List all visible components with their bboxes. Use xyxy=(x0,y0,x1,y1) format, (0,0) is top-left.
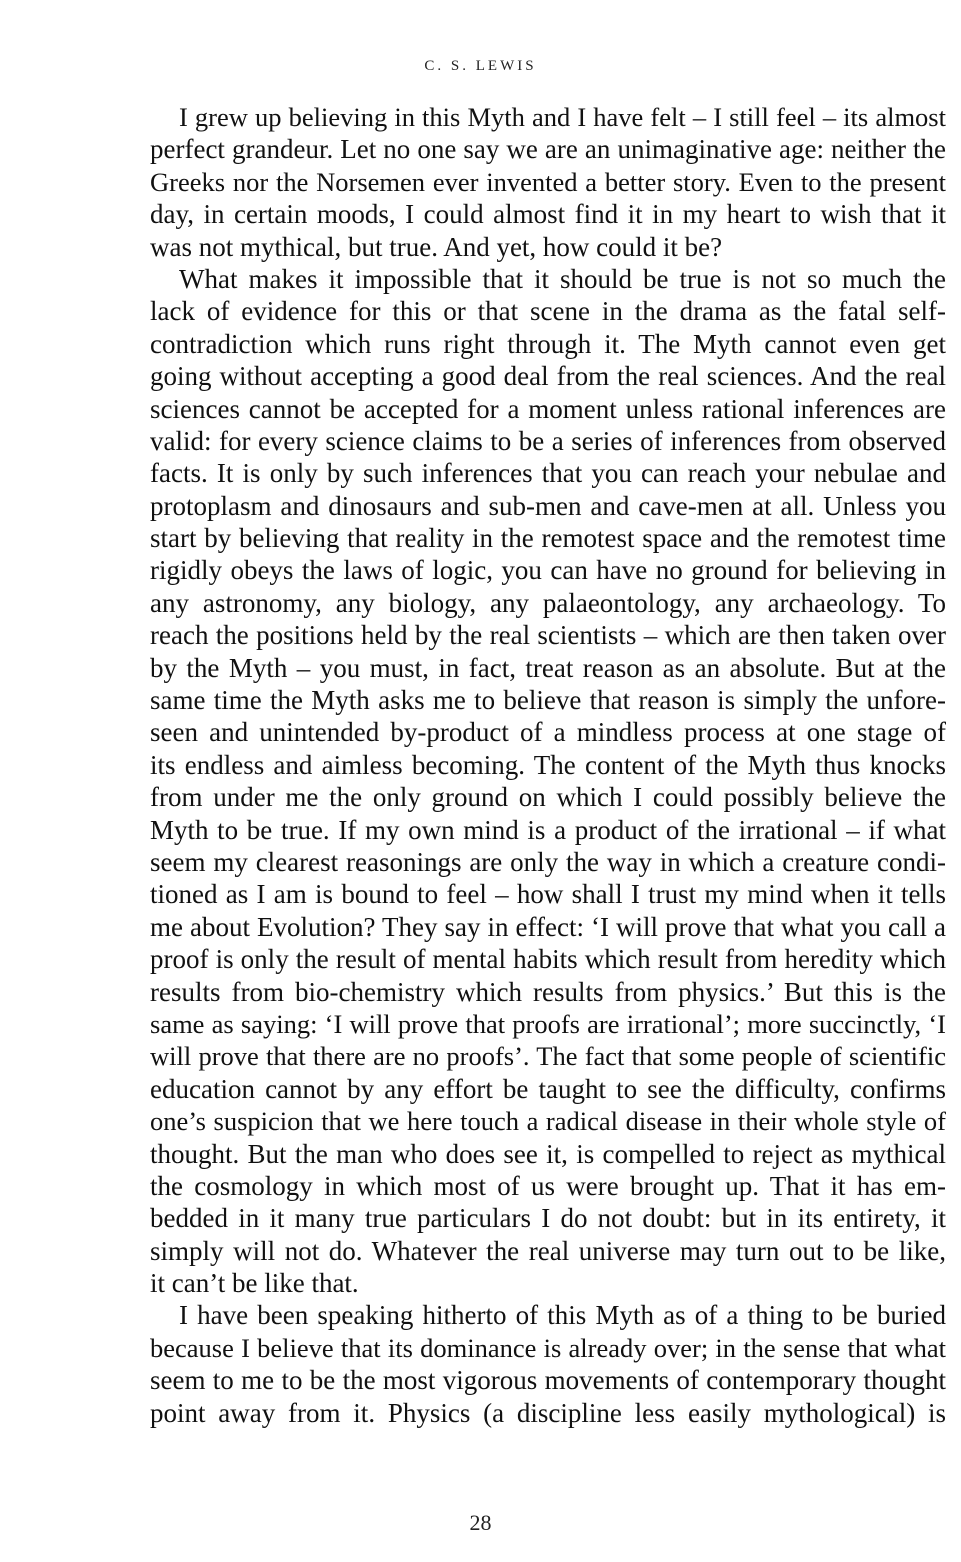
text-line: from under me the only ground on which I could possibly believe the xyxy=(150,782,946,813)
text-line: contradiction which runs right through it. The Myth cannot even get xyxy=(150,328,946,359)
paragraph xyxy=(150,1299,946,1429)
text-line: sciences cannot be accepted for a moment unless rational inferences are xyxy=(150,393,946,424)
text-line: lack of evidence for this or that scene in the drama as the fatal self- xyxy=(150,296,946,327)
body-text xyxy=(150,101,946,1429)
text-line: reach the positions held by the real scientists – which are then taken over xyxy=(150,620,946,651)
text-line: its endless and aimless becoming. The content of the Myth thus knocks xyxy=(150,749,946,780)
text-line: Greeks nor the Norsemen ever invented a better story. Even to the present xyxy=(150,166,946,197)
text-line: seem my clearest reasonings are only the way in which a creature condi- xyxy=(150,846,946,877)
text-line: proof is only the result of mental habits which result from heredity which xyxy=(150,944,946,975)
text-line: perfect grandeur. Let no one say we are an unimaginative age: neither the xyxy=(150,134,946,165)
text-line: What makes it impossible that it should be true is not so much the xyxy=(179,263,946,294)
paragraph xyxy=(150,101,946,263)
text-line: seen and unintended by-product of a mindless process at one stage of xyxy=(150,717,946,748)
text-line: one’s suspicion that we here touch a radical disease in their whole style of xyxy=(150,1106,946,1137)
text-line: it can’t be like that. xyxy=(150,1268,359,1299)
text-line: protoplasm and dinosaurs and sub-men and cave-men at all. Unless you xyxy=(150,490,946,521)
text-line: going without accepting a good deal from the real sciences. And the real xyxy=(150,361,946,392)
text-line: seem to me to be the most vigorous movements of contemporary thought xyxy=(150,1365,946,1396)
text-line: thought. But the man who does see it, is compelled to reject as mythical xyxy=(150,1138,946,1169)
text-line: same time the Myth asks me to believe that reason is simply the unfore- xyxy=(150,685,946,716)
text-line: tioned as I am is bound to feel – how shall I trust my mind when it tells xyxy=(150,879,946,910)
text-line: because I believe that its dominance is already over; in the sense that what xyxy=(150,1332,946,1363)
text-line: I have been speaking hitherto of this Myth as of a thing to be buried xyxy=(179,1300,946,1331)
text-line: the cosmology in which most of us were brought up. That it has em- xyxy=(150,1170,946,1201)
text-line: any astronomy, any biology, any palaeontology, any archaeology. To xyxy=(150,587,946,618)
text-line: I grew up believing in this Myth and I have felt – I still feel – its almost xyxy=(179,102,946,132)
text-line: bedded in it many true particulars I do not doubt: but in its entirety, it xyxy=(150,1203,946,1234)
text-line: simply will not do. Whatever the real universe may turn out to be like, xyxy=(150,1235,946,1266)
text-line: education cannot by any effort be taught to see the difficulty, confirms xyxy=(150,1073,946,1104)
text-line: will prove that there are no proofs’. The fact that some people of scientific xyxy=(150,1041,946,1072)
text-line: point away from it. Physics (a discipline less easily mythological) is xyxy=(150,1397,946,1428)
text-line: day, in certain moods, I could almost find it in my heart to wish that it xyxy=(150,199,946,230)
text-line: valid: for every science claims to be a series of inferences from observed xyxy=(150,425,946,456)
running-head: C. S. LEWIS xyxy=(424,58,537,74)
text-line: start by believing that reality in the remotest space and the remotest time xyxy=(150,523,946,554)
text-line: results from bio-chemistry which results from physics.’ But this is the xyxy=(150,976,946,1007)
text-line: rigidly obeys the laws of logic, you can have no ground for believing in xyxy=(150,555,946,586)
text-line: same as saying: ‘I will prove that proofs are irrational’; more succinctly, ‘I xyxy=(150,1008,946,1039)
text-line: by the Myth – you must, in fact, treat reason as an absolute. But at the xyxy=(150,652,946,683)
text-line: was not mythical, but true. And yet, how could it be? xyxy=(150,231,723,262)
text-line: facts. It is only by such inferences that you can reach your nebulae and xyxy=(150,458,946,489)
paragraph xyxy=(150,263,946,1300)
text-line: me about Evolution? They say in effect: ‘I will prove that what you call a xyxy=(150,911,946,942)
page-number: 28 xyxy=(469,1510,492,1535)
text-line: Myth to be true. If my own mind is a product of the irrational – if what xyxy=(150,814,946,845)
